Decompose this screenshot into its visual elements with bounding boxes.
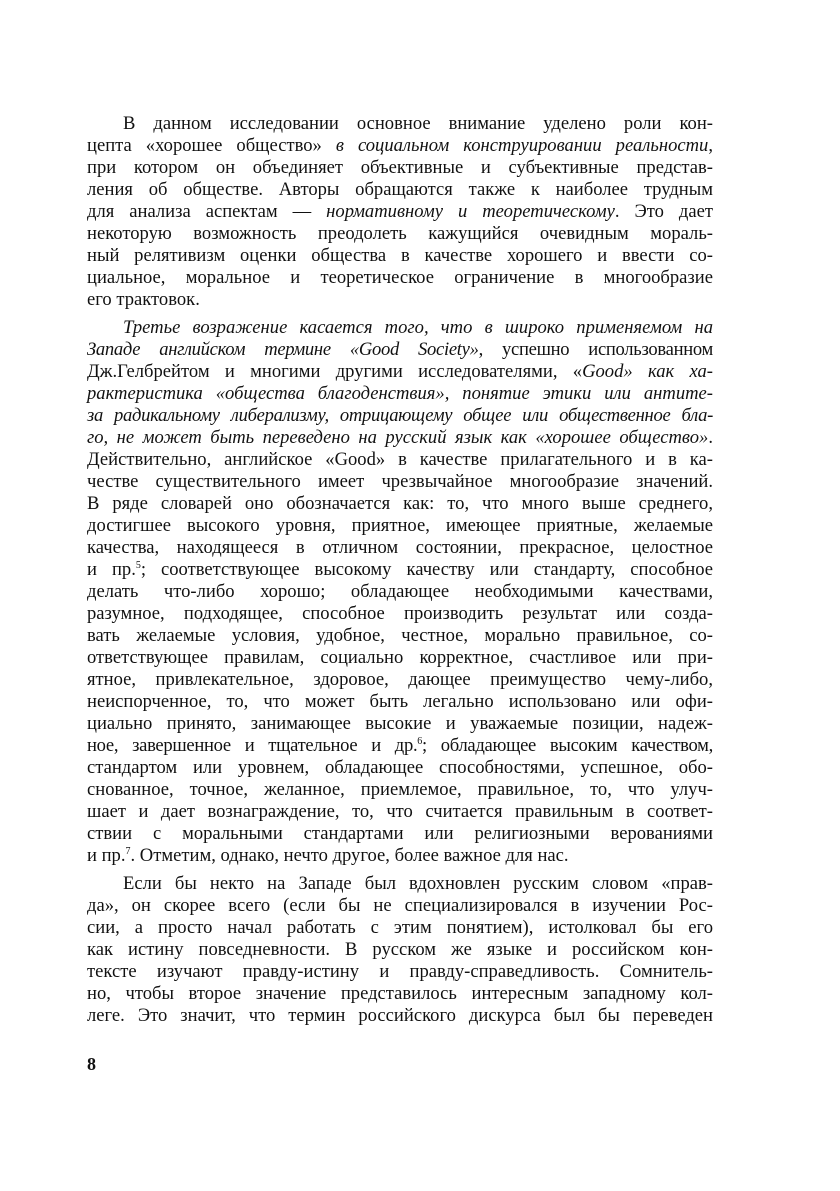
- text-line: [87, 427, 713, 449]
- text-line: [87, 383, 713, 405]
- text-segment: да», он скорее всего (если бы не специализировался в изучении Рос-: [87, 895, 713, 916]
- text-line: [87, 317, 713, 339]
- text-line: [87, 917, 713, 939]
- footnote-ref: 5: [135, 559, 141, 571]
- text-segment: . Отметим, однако, нечто другое, более важное для нас.: [130, 845, 569, 866]
- text-segment: тексте изучают правду-истину и правду-справедливость. Сомнитель-: [87, 961, 713, 982]
- text-line: [87, 515, 713, 537]
- text-segment: за радикальному либерализму, отрицающему общее или общественное бла-: [87, 405, 713, 426]
- text-line: [87, 983, 713, 1005]
- text-segment: циально принято, занимающее высокие и уважаемые позиции, надеж-: [87, 713, 713, 734]
- text-segment: но, чтобы второе значение представилось интересным западному кол-: [87, 983, 713, 1004]
- text-line: [87, 895, 713, 917]
- text-segment: Действительно, английское «Good» в качестве прилагательного и в ка-: [87, 449, 713, 470]
- text-segment: стандартом или уровнем, обладающее способностями, успешное, обо-: [87, 757, 713, 778]
- text-line: [87, 581, 713, 603]
- text-line: [87, 245, 713, 267]
- text-segment: разумное, подходящее, способное производить результат или созда-: [87, 603, 713, 624]
- text-segment: цепта «хорошее общество»: [87, 135, 336, 156]
- text-segment: циальное, моральное и теоретическое ограничение в многообразие: [87, 267, 713, 288]
- text-segment: ,: [708, 135, 713, 156]
- text-segment: и пр.: [87, 845, 126, 866]
- text-segment: некоторую возможность преодолеть кажущийся очевидным мораль-: [87, 223, 713, 244]
- text-line: [87, 625, 713, 647]
- text-segment: ный релятивизм оценки общества в качестве хорошего и ввести со-: [87, 245, 713, 266]
- text-line: [87, 537, 713, 559]
- text-segment: нормативному и теоретическому: [326, 201, 615, 222]
- text-line: [87, 361, 713, 383]
- text-line: [87, 873, 713, 895]
- text-line: [87, 1005, 713, 1027]
- footnote-ref: 6: [417, 735, 422, 747]
- text-segment: В ряде словарей оно обозначается как: то, что много выше среднего,: [87, 493, 713, 514]
- text-segment: ствии с моральными стандартами или религиозными верованиями: [87, 823, 713, 844]
- text-segment: Дж.Гелбрейтом и многими другими исследователями, «: [87, 361, 583, 382]
- text-line: [87, 223, 713, 245]
- footnote-ref: 7: [125, 845, 131, 857]
- text-segment: ное, завершенное и тщательное и др.: [87, 735, 418, 756]
- text-segment: качества, находящееся в отличном состоянии, прекрасное, целостное: [87, 537, 713, 558]
- text-segment: его трактовок.: [87, 289, 200, 310]
- text-segment: при котором он объединяет объективные и субъективные представ-: [87, 157, 713, 178]
- text-segment: достигшее высокого уровня, приятное, имеющее приятные, желаемые: [87, 515, 713, 536]
- text-segment: Good» как ха-: [582, 361, 713, 382]
- text-segment: снованное, точное, желанное, приемлемое, правильное, то, что улуч-: [87, 779, 713, 800]
- text-line: [87, 603, 713, 625]
- text-line: [87, 757, 713, 779]
- text-segment: сии, а просто начал работать с этим понятием), истолковал бы его: [87, 917, 713, 938]
- text-segment: вать желаемые условия, удобное, честное, морально правильное, со-: [87, 625, 713, 646]
- text-line: [87, 779, 713, 801]
- text-segment: ; обладающее высоким качеством,: [422, 735, 713, 756]
- page-number: 8: [87, 1054, 96, 1074]
- text-segment: го, не может быть переведено на русский язык как «хорошее общество»: [87, 427, 709, 448]
- text-line: [87, 939, 713, 961]
- text-line: [87, 823, 713, 845]
- text-segment: и пр.: [87, 559, 136, 580]
- text-line: [87, 135, 713, 157]
- text-line: [87, 289, 713, 311]
- page-body: [87, 113, 713, 1027]
- text-segment: ответствующее правилам, социально корректное, счастливое или при-: [87, 647, 713, 668]
- text-segment: неиспорченное, то, что может быть легально использовано или офи-: [87, 691, 713, 712]
- text-line: [87, 713, 713, 735]
- text-segment: леге. Это значит, что термин российского дискурса был бы переведен: [87, 1005, 713, 1026]
- text-segment: в социальном конструировании реальности: [335, 135, 709, 156]
- text-line: [87, 157, 713, 179]
- text-segment: В данном исследовании основное внимание уделено роли кон-: [123, 113, 713, 134]
- text-line: [87, 449, 713, 471]
- text-segment: Если бы некто на Западе был вдохновлен русским словом «прав-: [123, 873, 713, 894]
- text-line: [87, 267, 713, 289]
- text-line: [87, 735, 713, 757]
- text-line: [87, 647, 713, 669]
- text-line: [87, 801, 713, 823]
- text-line: [87, 471, 713, 493]
- text-segment: . Это дает: [614, 201, 714, 222]
- text-segment: ятное, привлекательное, здоровое, дающее преимущество чему-либо,: [87, 669, 713, 690]
- text-line: [87, 113, 713, 135]
- text-segment: честве существительного имеет чрезвычайное многообразие значений.: [87, 471, 713, 492]
- text-segment: для анализа аспектам —: [87, 201, 327, 222]
- text-segment: .: [708, 427, 713, 448]
- text-segment: , успешно использованном: [478, 339, 713, 360]
- text-segment: делать что-либо хорошо; обладающее необходимыми качествами,: [87, 581, 713, 602]
- text-segment: Западе английском термине «Good Society»: [87, 339, 479, 360]
- text-line: [87, 405, 713, 427]
- text-segment: Третье возражение касается того, что в широко применяемом на: [123, 317, 713, 338]
- text-line: [87, 493, 713, 515]
- text-line: [87, 845, 713, 867]
- text-line: [87, 691, 713, 713]
- text-segment: шает и дает вознаграждение, то, что считается правильным в соответ-: [87, 801, 713, 822]
- text-segment: ; соответствующее высокому качеству или стандарту, способное: [140, 559, 713, 580]
- text-line: [87, 339, 713, 361]
- text-line: [87, 559, 713, 581]
- text-segment: как истину повседневности. В русском же языке и российском кон-: [87, 939, 713, 960]
- text-segment: рактеристика «общества благоденствия», понятие этики или антите-: [87, 383, 713, 404]
- text-line: [87, 179, 713, 201]
- text-line: [87, 201, 713, 223]
- text-line: [87, 669, 713, 691]
- text-line: [87, 961, 713, 983]
- text-segment: ления об обществе. Авторы обращаются также к наиболее трудным: [87, 179, 713, 200]
